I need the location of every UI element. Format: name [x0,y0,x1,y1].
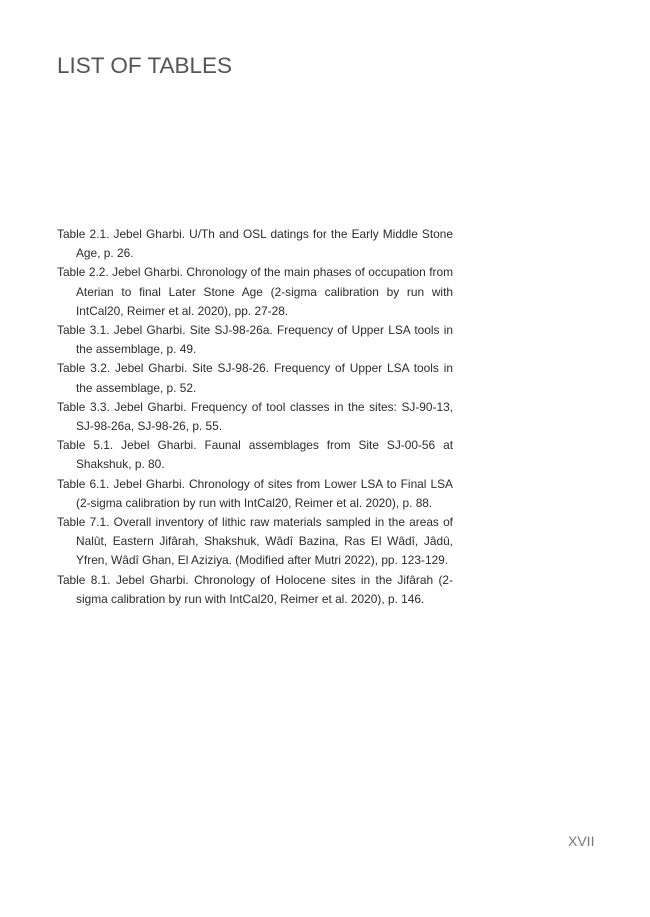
table-entry-3-2[interactable]: Table 3.2. Jebel Gharbi. Site SJ-98-26. Frequency of Upper LSA tools in the assemblage, p. 52. [57,361,453,395]
page-title: LIST OF TABLES [57,53,233,78]
table-entry-3-3[interactable]: Table 3.3. Jebel Gharbi. Frequency of tool classes in the sites: SJ-90-13, SJ-98-26a, SJ-98-26, p. 55. [57,399,453,434]
list-of-tables [57,225,453,609]
table-entry-3-1[interactable]: Table 3.1. Jebel Gharbi. Site SJ-98-26a. Frequency of Upper LSA tools in the assemblage, p. 49. [57,323,453,357]
table-entry-8-1[interactable]: Table 8.1. Jebel Gharbi. Chronology of Holocene sites in the Jifârah (2-sigma calibration by run with IntCal20, Reimer et al. 2020), p. 146. [57,572,453,606]
table-entry-5-1[interactable]: Table 5.1. Jebel Gharbi. Faunal assemblages from Site SJ-00-56 at Shakshuk, p. 80. [57,438,453,472]
table-entry-2-2[interactable]: Table 2.2. Jebel Gharbi. Chronology of the main phases of occupation from Aterian to final Later Stone Age (2-sigma calibration by run with IntCal20, Reimer et al. 2020), pp. 27-28. [57,265,453,318]
table-entry-7-1[interactable]: Table 7.1. Overall inventory of lithic raw materials sampled in the areas of Nalût, Eastern Jifârah, Shakshuk, Wâdî Bazina, Ras El Wâdî, Jâdû, Yfren, Wâdî Ghan, El Aziziya. (Modified after Mutri 2022), pp. 123-129. [57,515,453,568]
table-entry-6-1[interactable]: Table 6.1. Jebel Gharbi. Chronology of sites from Lower LSA to Final LSA (2-sigma calibration by run with IntCal20, Reimer et al. 2020), p. 88. [57,476,453,510]
table-entry-2-1[interactable]: Table 2.1. Jebel Gharbi. U/Th and OSL datings for the Early Middle Stone Age, p. 26. [57,227,453,261]
page-number: XVII [568,833,595,849]
